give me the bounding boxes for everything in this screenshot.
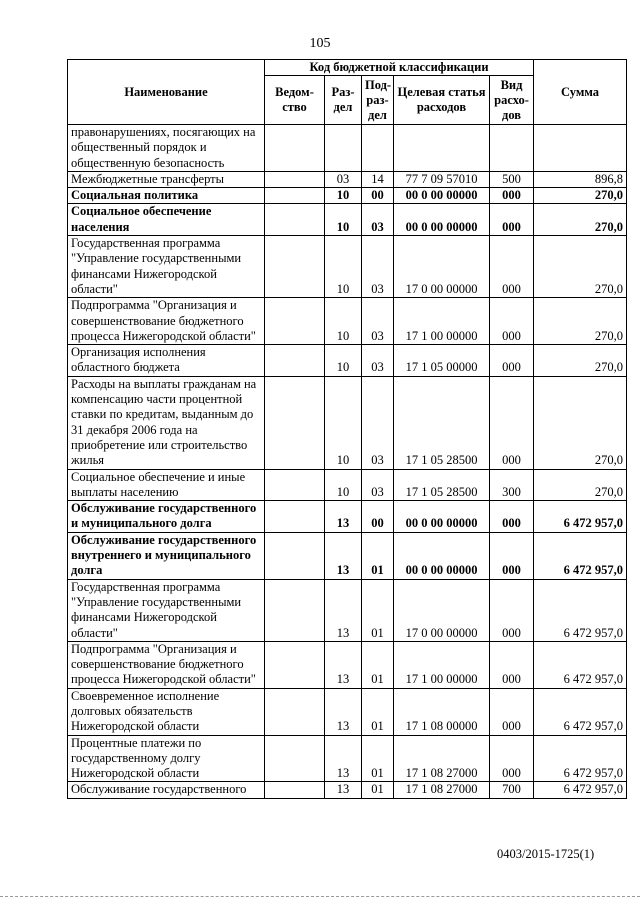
cell-sum: 6 472 957,0 bbox=[534, 579, 627, 641]
cell-dept bbox=[265, 641, 325, 688]
cell-target: 00 0 00 00000 bbox=[394, 188, 490, 204]
cell-sum: 6 472 957,0 bbox=[534, 688, 627, 735]
cell-sum: 270,0 bbox=[534, 298, 627, 345]
cell-section: 10 bbox=[325, 204, 362, 236]
cell-section: 10 bbox=[325, 298, 362, 345]
cell-name: Обслуживание государственного и муниципального долга bbox=[68, 501, 265, 533]
table-row bbox=[68, 532, 627, 579]
header-type: Вид расхо-дов bbox=[490, 76, 534, 125]
cell-dept bbox=[265, 376, 325, 469]
cell-dept bbox=[265, 579, 325, 641]
cell-name: Подпрограмма "Организация и совершенствование бюджетного процесса Нижегородской области" bbox=[68, 298, 265, 345]
cell-type: 000 bbox=[490, 501, 534, 533]
cell-subsection: 03 bbox=[362, 204, 394, 236]
header-target: Целевая статья расходов bbox=[394, 76, 490, 125]
cell-target: 17 1 08 00000 bbox=[394, 688, 490, 735]
cell-sum: 270,0 bbox=[534, 376, 627, 469]
header-sum: Сумма bbox=[534, 60, 627, 125]
cell-target bbox=[394, 125, 490, 172]
cell-target: 00 0 00 00000 bbox=[394, 501, 490, 533]
cell-type: 000 bbox=[490, 204, 534, 236]
cell-name: Обслуживание государственного bbox=[68, 782, 265, 798]
header-dept: Ведом-ство bbox=[265, 76, 325, 125]
cell-section: 10 bbox=[325, 188, 362, 204]
cell-sum: 270,0 bbox=[534, 236, 627, 298]
cell-subsection: 01 bbox=[362, 735, 394, 782]
cell-target: 17 0 00 00000 bbox=[394, 236, 490, 298]
cell-dept bbox=[265, 188, 325, 204]
cell-target: 00 0 00 00000 bbox=[394, 532, 490, 579]
cell-section: 10 bbox=[325, 376, 362, 469]
cell-section: 13 bbox=[325, 579, 362, 641]
cell-target: 17 1 05 28500 bbox=[394, 376, 490, 469]
cell-name: Государственная программа "Управление государственными финансами Нижегородской области" bbox=[68, 579, 265, 641]
cell-name: Социальное обеспечение и иные выплаты населению bbox=[68, 469, 265, 501]
cell-subsection: 01 bbox=[362, 641, 394, 688]
cell-subsection: 01 bbox=[362, 782, 394, 798]
cell-name: Межбюджетные трансферты bbox=[68, 171, 265, 187]
document-code: 0403/2015-1725(1) bbox=[497, 847, 595, 861]
cell-sum: 270,0 bbox=[534, 188, 627, 204]
cell-dept bbox=[265, 204, 325, 236]
cell-subsection: 01 bbox=[362, 579, 394, 641]
table-row bbox=[68, 125, 627, 172]
cell-name: правонарушениях, посягающих на общественный порядок и общественную безопасность bbox=[68, 125, 265, 172]
cell-type: 300 bbox=[490, 469, 534, 501]
cell-type: 000 bbox=[490, 376, 534, 469]
cell-target: 17 1 05 28500 bbox=[394, 469, 490, 501]
table-row bbox=[68, 171, 627, 187]
table-row bbox=[68, 298, 627, 345]
cell-sum: 6 472 957,0 bbox=[534, 641, 627, 688]
cell-sum: 896,8 bbox=[534, 171, 627, 187]
cell-target: 17 1 08 27000 bbox=[394, 735, 490, 782]
cell-type: 000 bbox=[490, 345, 534, 377]
cell-dept bbox=[265, 298, 325, 345]
budget-table bbox=[67, 59, 627, 799]
cell-section: 10 bbox=[325, 469, 362, 501]
cell-dept bbox=[265, 688, 325, 735]
table-row bbox=[68, 376, 627, 469]
cell-target: 17 1 05 00000 bbox=[394, 345, 490, 377]
cell-type: 000 bbox=[490, 735, 534, 782]
cell-target: 17 1 08 27000 bbox=[394, 782, 490, 798]
cell-sum: 6 472 957,0 bbox=[534, 735, 627, 782]
cell-type: 500 bbox=[490, 171, 534, 187]
header-name: Наименование bbox=[68, 60, 265, 125]
header-section: Раз-дел bbox=[325, 76, 362, 125]
table-row bbox=[68, 204, 627, 236]
cell-sum: 270,0 bbox=[534, 469, 627, 501]
cell-type bbox=[490, 125, 534, 172]
cell-section bbox=[325, 125, 362, 172]
cell-dept bbox=[265, 501, 325, 533]
cell-name: Государственная программа "Управление государственными финансами Нижегородской области" bbox=[68, 236, 265, 298]
cell-section: 13 bbox=[325, 501, 362, 533]
cell-type: 000 bbox=[490, 236, 534, 298]
table-row bbox=[68, 345, 627, 377]
cell-dept bbox=[265, 735, 325, 782]
cell-target: 00 0 00 00000 bbox=[394, 204, 490, 236]
table-row bbox=[68, 782, 627, 798]
table-row bbox=[68, 735, 627, 782]
table-row bbox=[68, 501, 627, 533]
cell-name: Процентные платежи по государственному долгу Нижегородской области bbox=[68, 735, 265, 782]
cell-section: 03 bbox=[325, 171, 362, 187]
cell-subsection: 03 bbox=[362, 376, 394, 469]
cell-sum: 270,0 bbox=[534, 204, 627, 236]
cell-sum: 6 472 957,0 bbox=[534, 501, 627, 533]
cell-sum: 6 472 957,0 bbox=[534, 532, 627, 579]
cell-subsection: 01 bbox=[362, 688, 394, 735]
table-row bbox=[68, 688, 627, 735]
cell-target: 17 1 00 00000 bbox=[394, 641, 490, 688]
cell-target: 77 7 09 57010 bbox=[394, 171, 490, 187]
cell-target: 17 0 00 00000 bbox=[394, 579, 490, 641]
page-number: 105 bbox=[309, 36, 331, 51]
cell-section: 13 bbox=[325, 532, 362, 579]
cell-dept bbox=[265, 532, 325, 579]
cell-subsection: 03 bbox=[362, 298, 394, 345]
cell-section: 13 bbox=[325, 735, 362, 782]
cell-type: 000 bbox=[490, 641, 534, 688]
cell-dept bbox=[265, 469, 325, 501]
cell-name: Обслуживание государственного внутреннего и муниципального долга bbox=[68, 532, 265, 579]
cell-name: Организация исполнения областного бюджета bbox=[68, 345, 265, 377]
cell-subsection: 00 bbox=[362, 501, 394, 533]
cell-name: Социальная политика bbox=[68, 188, 265, 204]
table-body bbox=[68, 125, 627, 799]
scan-edge-line bbox=[0, 896, 640, 899]
cell-section: 13 bbox=[325, 641, 362, 688]
header-code-group: Код бюджетной классификации bbox=[265, 60, 534, 76]
table-row bbox=[68, 579, 627, 641]
cell-section: 10 bbox=[325, 236, 362, 298]
cell-name: Социальное обеспечение населения bbox=[68, 204, 265, 236]
cell-dept bbox=[265, 236, 325, 298]
cell-sum bbox=[534, 125, 627, 172]
cell-subsection: 03 bbox=[362, 469, 394, 501]
table-row bbox=[68, 188, 627, 204]
cell-dept bbox=[265, 171, 325, 187]
cell-type: 000 bbox=[490, 298, 534, 345]
table-row bbox=[68, 641, 627, 688]
cell-section: 10 bbox=[325, 345, 362, 377]
cell-subsection: 03 bbox=[362, 236, 394, 298]
cell-type: 700 bbox=[490, 782, 534, 798]
cell-name: Своевременное исполнение долговых обязательств Нижегородской области bbox=[68, 688, 265, 735]
cell-subsection: 01 bbox=[362, 532, 394, 579]
cell-sum: 270,0 bbox=[534, 345, 627, 377]
cell-section: 13 bbox=[325, 782, 362, 798]
cell-name: Расходы на выплаты гражданам на компенсацию части процентной ставки по кредитам, выданным до 31 декабря 2006 года на приобретение или строительство жилья bbox=[68, 376, 265, 469]
cell-subsection: 00 bbox=[362, 188, 394, 204]
cell-subsection: 03 bbox=[362, 345, 394, 377]
table-row bbox=[68, 469, 627, 501]
cell-type: 000 bbox=[490, 688, 534, 735]
header-subsection: Под-раз-дел bbox=[362, 76, 394, 125]
cell-section: 13 bbox=[325, 688, 362, 735]
cell-type: 000 bbox=[490, 532, 534, 579]
cell-subsection: 14 bbox=[362, 171, 394, 187]
cell-type: 000 bbox=[490, 579, 534, 641]
cell-subsection bbox=[362, 125, 394, 172]
table-row bbox=[68, 236, 627, 298]
cell-dept bbox=[265, 125, 325, 172]
cell-type: 000 bbox=[490, 188, 534, 204]
cell-target: 17 1 00 00000 bbox=[394, 298, 490, 345]
cell-sum: 6 472 957,0 bbox=[534, 782, 627, 798]
cell-dept bbox=[265, 345, 325, 377]
cell-name: Подпрограмма "Организация и совершенствование бюджетного процесса Нижегородской области" bbox=[68, 641, 265, 688]
cell-dept bbox=[265, 782, 325, 798]
